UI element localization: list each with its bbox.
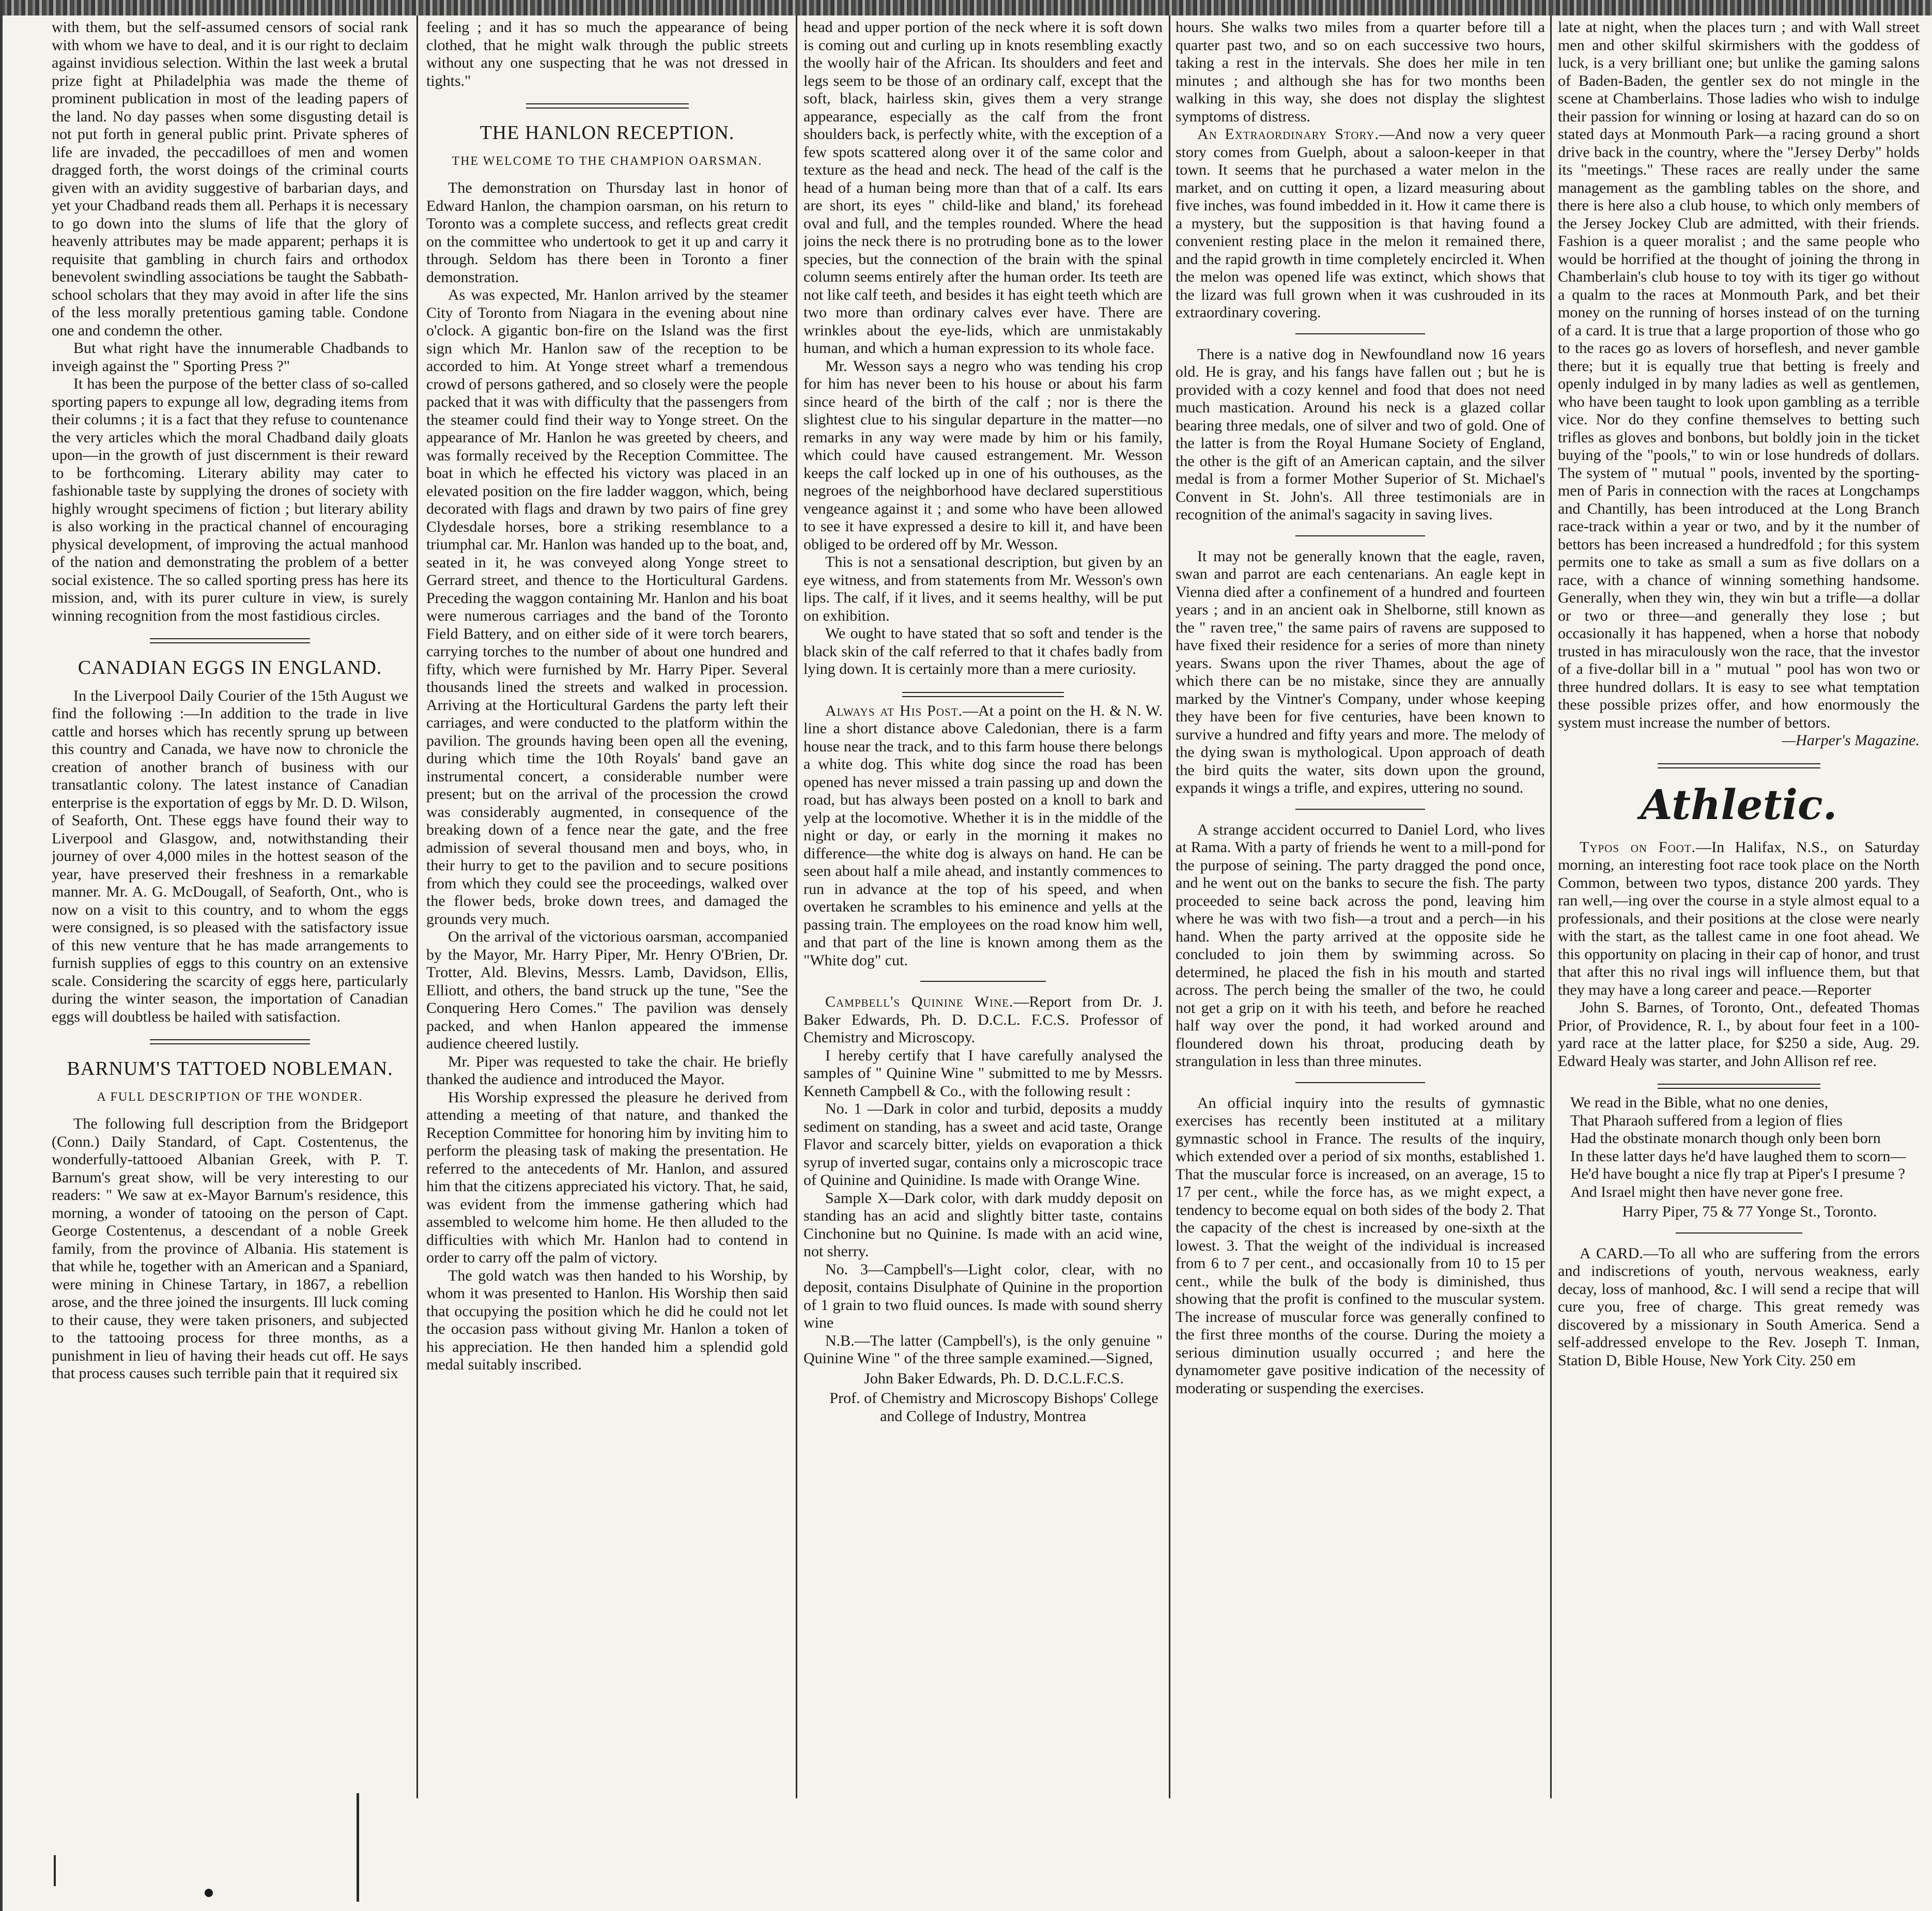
paragraph: His Worship expressed the pleasure he derived from attending a meeting of that nature, and thanked the Reception Committee for honoring him by inviting him to perform the pleasing task of making the presentation. He referred to the antecedents of Mr. Hanlon, and assured him that the citizens appreciated his victory. That, he said, was evident from the immense gathering which had assembled to welcome him home. He then alluded to the difficulties with which Mr. Hanlon had to contend in order to carry off the palm of victory.: [426, 1088, 788, 1266]
column-1: [52, 19, 408, 1765]
source-credit: —Harper's Magazine.: [1782, 732, 1920, 749]
section-divider: [920, 981, 1046, 982]
paragraph: No. 1 —Dark in color and turbid, deposits a muddy sediment on standing, has a sweet and acid taste, Orange Flavor and scarcely bitter, yields on evaporation a thick syrup of inverted sugar, contains only a microscopic trace of Quinine and Quinidine. Is made with Orange Wine.: [803, 1100, 1163, 1189]
section-divider: [1658, 1084, 1820, 1089]
section-heading-athletic: Athletic.: [1640, 780, 1837, 829]
column-rule: [796, 16, 797, 1798]
paragraph: Sample X—Dark color, with dark muddy deposit on standing has an acid and slightly bitter taste, contains Cinchonine but no Quinine. Is made with an acid wine, not sherry.: [803, 1189, 1163, 1260]
paragraph: with them, but the self-assumed censors of social rank with whom we have to deal, and it is our right to declaim against invidious selection. Within the last week a brutal prize fight at Philadelphia was made the theme of prominent publication in most of the leading papers of the land. No day passes when some disgusting detail is not put forth in general public print. Private spheres of life are invaded, the peccadilloes of men and women dragged forth, the worst doings of the criminal courts given with an avidity suggestive of barbarian days, and yet your Chadband reads them all. Perhaps it is necessary to go down into the slums of life that the glory of heavenly attributes may be made apparent; perhaps it is requisite that gambling in church fairs and orthodox benevolent swindling associations be taught the Sabbath-school scholars that they may avoid in after life the sins of the less morally pretentious gaming table. Condone one and condemn the other.: [52, 19, 408, 339]
scan-artifact: [357, 1793, 359, 1902]
paragraph: [1558, 839, 1920, 999]
poem-line: And Israel might then have never gone free.: [1570, 1183, 1844, 1200]
poem-line: We read in the Bible, what no one denies,: [1570, 1094, 1829, 1111]
column-4: [1176, 19, 1545, 1765]
torn-top-edge: [0, 0, 1932, 16]
section-divider: [902, 692, 1064, 697]
scan-artifact: [54, 1855, 56, 1886]
paragraph: As was expected, Mr. Hanlon arrived by the steamer City of Toronto from Niagara in the evening about nine o'clock. A gigantic bon-fire on the Island was the first sign which Mr. Hanlon saw of the reception to be accorded to him. At Yonge street wharf a tremendous crowd of persons gathered, and so closely were the people packed that it was with difficulty that the passengers from the steamer could find their way to Yonge street. On the appearance of Mr. Hanlon he was greeted by cheers, and was formally received by the Reception Committee. The boat in which he effected his victory was placed in an elevated position on the fire ladder waggon, which, being decorated with flags and drawn by two pairs of fine grey Clydesdale horses, bore a striking resemblance to a triumphal car. Mr. Hanlon was handed up to the boat, and, seated in it, he was conveyed along Yonge street to Gerrard street, and thence to the Horticultural Gardens. Preceding the waggon containing Mr. Hanlon and his boat were numerous carriages and the band of the Toronto Field Battery, and on either side of it were torch bearers, carrying torches to the number of about one hundred and fifty, which were furnished by Mr. Harry Piper. Several thousands lined the streets and walked in procession. Arriving at the Horticultural Gardens the party left their carriages, and were conducted to the platform within the pavilion. The grounds having been open all the evening, during which time the 10th Royals' band gave an instrumental concert, a considerable number were present; but on the arrival of the procession the crowd was considerably augmented, in consequence of the breaking down of a fence near the gate, and the free admission of several thousand men and boys, who, in their hurry to get to the pavilion and to secure positions from which they could see the proceedings, walked over the flower beds, broke down trees, and damaged the grounds very much.: [426, 286, 788, 928]
section-divider: [1676, 1232, 1802, 1234]
advertiser-line: Harry Piper, 75 & 77 Yonge St., Toronto.: [1622, 1203, 1877, 1220]
paragraph: head and upper portion of the neck where it is soft down is coming out and curling up in knots resembling exactly the woolly hair of the African. Its shoulders and feet and legs seem to be those of an ordinary calf, except that the soft, black, hairless skin, gives them a very strange appearance, especially as the calf from the front shoulders back, is perfectly white, with the exception of a few spots scattered along over it of the same color and texture as the head and neck. The head of the calf is the head of a human being more than that of a calf. Its ears are short, its eyes " child-like and bland,' its forehead oval and full, and the temples rounded. Where the head joins the neck there is no protruding bone as to the lower species, but the connection of the brain with the spinal column seems entirely after the human order. Its teeth are not like calf teeth, and besides it has eight teeth which are two more than ordinary calves ever have. There are wrinkles about the eye-lids, which are unmistakably human, and which a human expression to its whole face.: [803, 19, 1163, 357]
scan-artifact: [205, 1889, 213, 1897]
column-2: [426, 19, 788, 1765]
section-divider: [1295, 333, 1425, 334]
run-in-head: Always at His Post.: [825, 702, 963, 719]
paragraph-body: —Report from Dr. J. Baker Edwards, Ph. D. D.C.L. F.C.S. Professor of Chemistry and Microscopy.: [803, 993, 1163, 1046]
paragraph: hours. She walks two miles from a quarter before till a quarter past two, and so on each successive two hours, taking a rest in the intervals. She does her mile in ten minutes ; and although she has for two months been walking in this way, she does not display the slightest symptoms of distress.: [1176, 19, 1545, 125]
paragraph: [1176, 126, 1545, 322]
signature-line: Prof. of Chemistry and Microscopy Bishops' College and College of Industry, Montrea: [829, 1390, 1158, 1425]
paragraph: There is a native dog in Newfoundland now 16 years old. He is gray, and his fangs have fallen out ; but he is provided with a cozy kennel and food that does not need much mastication. Around his neck is a glazed collar bearing three medals, one of silver and two of gold. One of the latter is from the Royal Humane Society of England, the other is the gift of an American captain, and the silver medal is from a former Mother Superior of St. Michael's Convent in St. John's. All three testimonials are in recognition of the animal's sagacity in saving lives.: [1176, 345, 1545, 523]
paragraph: In the Liverpool Daily Courier of the 15th August we find the following :—In addition to the trade in live cattle and horses which has recently sprung up between this country and Canada, we have now to chronicle the creation of another branch of business with our transatlantic colony. The latest instance of Canadian enterprise is the exportation of eggs by Mr. D. D. Wilson, of Seaforth, Ont. These eggs have found their way to Liverpool and Glasgow, and, notwithstanding their journey of over 4,000 miles in the hottest season of the year, have preserved their freshness in a remarkable manner. Mr. A. G. McDougall, of Seaforth, Ont., who is now on a visit to this country, and to whom the eggs were consigned, is so pleased with the satisfactory issue of this new venture that he has made arrangements to furnish supplies of eggs to this country on an extensive scale. Considering the scarcity of eggs here, particularly during the winter season, the importation of Canadian eggs will doubtless be hailed with satisfaction.: [52, 687, 408, 1025]
paragraph: John S. Barnes, of Toronto, Ont., defeated Thomas Prior, of Providence, R. I., by about four feet in a 100-yard race at the latter place, for $250 a side, Aug. 29. Edward Healy was starter, and John Allison ref ree.: [1558, 999, 1920, 1070]
column-rule: [1550, 16, 1552, 1798]
paragraph: An official inquiry into the results of gymnastic exercises has recently been instituted at a military gymnastic school in France. The results of the inquiry, which extended over a period of six months, established 1. That the muscular force is increased, on an average, 15 to 17 per cent., while the force has, as we might expect, a tendency to become equal on both sides of the body 2. That the capacity of the chest is increased by one-sixth at the lowest. 3. That the weight of the individual is increased from 6 to 7 per cent., and occasionally from 10 to 15 per cent., while the bulk of the body is diminished, thus showing that the profit is confined to the muscular system. The increase of muscular force was generally confined to the first three months of the course. During the moiety a serious diminution usually occurred ; and here the dynamometer gave positive indication of the necessity of moderating or suspending the exercises.: [1176, 1094, 1545, 1397]
section-divider: [150, 1039, 311, 1044]
paragraph: [803, 702, 1163, 970]
page-left-edge: [0, 0, 3, 1911]
column-rule: [1169, 16, 1170, 1798]
section-divider: [1295, 535, 1425, 536]
paragraph: The following full description from the Bridgeport (Conn.) Daily Standard, of Capt. Costentenus, the wonderfully-tattooed Albanian Greek, with P. T. Barnum's great show, will be very interesting to our readers: " We saw at ex-Mayor Barnum's residence, this morning, a wonder of tatooing on the person of Capt. George Costentenus, a descendant of a noble Greek family, from the province of Albania. His statement is that while he, together with an American and a Spaniard, were mining in Chinese Tartary, in 1867, a rebellion arose, and the three joined the insurgents. Ill luck coming to their cause, they were taken prisoners, and subjected to the tattooing process for three months, as a punishment in lieu of having their heads cut off. He says that process causes such terrible pain that it required six: [52, 1115, 408, 1382]
paragraph: late at night, when the places turn ; and with Wall street men and other skilful skirmishers with the goddess of luck, is a very brilliant one; but unlike the gaming salons of Baden-Baden, the gentler sex do not mingle in the scene at Chamberlains. Those ladies who wish to indulge their passion for winning or losing at hazard can do so on stated days at Monmouth Park—a racing ground a short drive back in the country, where the "Jersey Derby" holds its "meetings." These races are really under the same management as the gambling tables on the shore, and there is here also a club house, to which only members of the Jersey Jockey Club are admitted, with their friends. Fashion is a queer moralist ; and the same people who would be horrified at the thought of joining the throng in Chamberlain's club house to toy with its tiger go without a qualm to the races at Monmouth Park, and bet their money on the running of horses instead of on the turning of a card. It is true that a large proportion of those who go to the races go as lovers of horseflesh, and never gamble there; but it is equally true that betting is freely and openly indulged in by many ladies as well as gentlemen, who have been taught to look upon gambling as a terrible vice. Nor do they confine themselves to betting such trifles as gloves and bonbons, but boldly join in the ticket buying of the "pools," to win or lose hundreds of dollars. The system of " mutual " pools, invented by the sporting-men of Paris in connection with the races at Longchamps and Chantilly, has been introduced at the Long Branch race-track within a year or two, and by it the number of bettors has been increased a hundredfold ; for this system permits one to take as small a sum as five dollars on a race, with a chance of winning something handsome. Generally, when they win, they win but a trifle—a dollar or two or three—and generally they lose ; but occasionally it has happened, when a horse that nobody trusted in has miraculously won the race, that the investor of a five-dollar bill in a " mutual " pool has won two or three hundred dollars. It is easy to see what temptation these possible prizes offer, and how enormously the system must increase the number of bettors.: [1558, 19, 1920, 731]
signature-line: John Baker Edwards, Ph. D. D.C.L.F.C.S.: [864, 1369, 1124, 1387]
paragraph: N.B.—The latter (Campbell's), is the only genuine " Quinine Wine " of the three sample examined.—Signed,: [803, 1332, 1163, 1367]
poem-line: In these latter days he'd have laughed them to scorn—: [1570, 1147, 1906, 1165]
paragraph: A strange accident occurred to Daniel Lord, who lives at Rama. With a party of friends he went to a mill-pond for the purpose of seining. The party dragged the pond once, and he went out on the banks to secure the fish. The party proceeded to seine back across the pond, leaving him where he was with two fish—a trout and a perch—in his hand. When the party arrived at the opposite side he concluded to join them by swimming across. So determined, he placed the fish in his mouth and started across. The perch being the smaller of the two, he could not get a grip on it with his teeth, and before he reached half way over the pond, it had worked around and floundered down his throat, producing death by strangulation in less than three minutes.: [1176, 821, 1545, 1070]
paragraph-body: —To all who are suffering from the errors and indiscretions of youth, nervous weakness, early decay, loss of manhood, &c. I will send a recipe that will cure you, free of charge. This great remedy was discovered by a missionary in South America. Send a self-addressed envelope to the Rev. Joseph T. Inman, Station D, Bible House, New York City.: [1558, 1244, 1920, 1369]
paragraph: It has been the purpose of the better class of so-called sporting papers to expunge all low, degrading items from their columns ; it is a fact that they refuse to countenance the very articles which the moral Chadband daily gloats upon—in the growth of just discernment is their reward to be forthcoming. Literary ability may cater to fashionable taste by supplying the drones of society with highly wrought specimens of fiction ; but literary ability is also working in the practical channel of encouraging physical development, of improving the actual manhood of the nation and demonstrating the problem of a better social existence. The so called sporting press has here its mission, and, with its purer culture in view, is surely winning recognition from the most fastidious circles.: [52, 375, 408, 624]
paragraph: On the arrival of the victorious oarsman, accompanied by the Mayor, Mr. Harry Piper, Mr. Henry O'Brien, Dr. Trotter, Ald. Blevins, Messrs. Lamb, Davidson, Ellis, Elliott, and others, the band struck up the tune, "See the Conquering Hero Comes." The pavilion was densely packed, and when Hanlon appeared the immense audience cheered lustily.: [426, 928, 788, 1052]
run-in-head: A CARD.: [1580, 1244, 1643, 1262]
article-headline: THE HANLON RECEPTION.: [480, 122, 735, 144]
column-5: [1558, 19, 1920, 1765]
section-divider: [1295, 809, 1425, 810]
section-divider: [1295, 1082, 1425, 1083]
paragraph: The gold watch was then handed to his Worship, by whom it was presented to Hanlon. His Worship then said that occupying the position which he did he could not let the occasion pass without giving Mr. Hanlon a token of his appreciation. He then handed him a splendid gold medal suitably inscribed.: [426, 1267, 788, 1373]
section-divider: [1658, 763, 1820, 768]
paragraph: It may not be generally known that the eagle, raven, swan and parrot are each centenarians. An eagle kept in Vienna died after a confinement of a hundred and fourteen years ; and in an ancient oak in Shelborne, still known as the " raven tree," the same pairs of ravens are supposed to have fixed their residence for a series of more than ninety years. Swans upon the river Thames, about the age of which there can be no mistake, since they are annually marked by the Vintner's Company, under whose keeping they have been for five centuries, have been known to survive a hundred and fifty years and more. The melody of the dying swan is mythological. Upon approach of death the bird quits the water, sits down upon the ground, expands it wings a trifle, and expires, uttering no sound.: [1176, 547, 1545, 796]
column-3: [803, 19, 1163, 1765]
paragraph: Mr. Piper was requested to take the chair. He briefly thanked the audience and introduced the Mayor.: [426, 1053, 788, 1088]
paragraph: The demonstration on Thursday last in honor of Edward Hanlon, the champion oarsman, on his return to Toronto was a complete success, and reflects great credit on the committee who undertook to get it up and carry it through. Seldom has there been in Toronto a finer demonstration.: [426, 179, 788, 286]
paragraph-body: —In Halifax, N.S., on Saturday morning, an interesting foot race took place on the North Common, between two typos, distance 200 yards. They ran well,—ing over the course in a style almost equal to a professionals, and their positions at the close were nearly with the start, as the tallest came in one foot ahead. We this opportunity on placing in their cap of honor, and trust that after this no rival ings will influence them, but that they may have a long career and peace.—Reporter: [1558, 838, 1920, 998]
paragraph: [803, 993, 1163, 1047]
section-divider: [150, 638, 311, 643]
paragraph: We ought to have stated that so soft and tender is the black skin of the calf referred to that it chafes badly from lying down. It is certainly more than a mere curiosity.: [803, 625, 1163, 677]
article-subheadline: THE WELCOME TO THE CHAMPION OARSMAN.: [452, 154, 763, 168]
run-in-head: Campbell's Quinine Wine.: [825, 993, 1014, 1010]
paragraph: feeling ; and it has so much the appearance of being clothed, that he might walk through the public streets without any one suspecting that he was not dressed in tights.": [426, 19, 788, 89]
paragraph: Mr. Wesson says a negro who was tending his crop for him has never been to his house or about his farm since heard of the birth of the calf ; nor is there the slightest clue to his singular departure in the matter—no remarks in any way were made by him or his family, which could have caused estrangement. Mr. Wesson keeps the calf locked up in one of his outhouses, as the negroes of the neighborhood have declared superstitious vengeance against it ; and some who have been allowed to see it have expressed a desire to kill it, and have been obliged to be ordered off by Mr. Wesson.: [803, 357, 1163, 553]
run-in-head: An Extraordinary Story.: [1197, 126, 1380, 143]
poem-line: Had the obstinate monarch though only been born: [1570, 1130, 1881, 1147]
paragraph: [1558, 1245, 1920, 1370]
paragraph: But what right have the innumerable Chadbands to inveigh against the " Sporting Press ?": [52, 340, 408, 375]
ad-code: 250 em: [1810, 1351, 1856, 1369]
paragraph: I hereby certify that I have carefully analysed the samples of " Quinine Wine " submitted to me by Messrs. Kenneth Campbell & Co., with the following result :: [803, 1046, 1163, 1100]
paragraph-body: —And now a very queer story comes from Guelph, about a saloon-keeper in that town. It seems that he purchased a water melon in the market, and on cutting it open, a lizard measuring about five inches, was found imbedded in it. How it came there is a mystery, but the supposition is that having found a convenient resting place in the melon it remained there, and the rapid growth in time completely encircled it. When the melon was opened life was extinct, which shows that the lizard was full grown when it was cushrouded in its extraordinary covering.: [1176, 126, 1545, 321]
article-headline: CANADIAN EGGS IN ENGLAND.: [78, 657, 382, 679]
paragraph: This is not a sensational description, but given by an eye witness, and from statements from Mr. Wesson's own lips. The calf, if it lives, and it seems healthy, will be put on exhibition.: [803, 553, 1163, 624]
paragraph-body: —At a point on the H. & N. W. line a short distance above Caledonian, there is a farm house near the track, and to this farm house there belongs a white dog. This white dog since the road has been opened has never missed a train passing up and down the road, but has always been posted on a knoll to bark and yelp at the locomotive. Whether it is in the middle of the night or day, or early in the morning it makes no difference—the white dog is always on hand. He can be seen about half a mile ahead, and instantly commences to run in advance at the top of his speed, and when overtaken he scrambles to his eminence and yells at the passing train. The employees on the road know him well, and that part of the line is known among them as the "White dog" cut.: [803, 702, 1163, 969]
section-divider: [526, 103, 689, 109]
paragraph: No. 3—Campbell's—Light color, clear, with no deposit, contains Disulphate of Quinine in the proportion of 1 grain to two fluid ounces. Is made with sound sherry wine: [803, 1260, 1163, 1331]
column-rule: [416, 16, 418, 1798]
run-in-head: Typos on Foot.: [1580, 838, 1696, 856]
article-subheadline: A FULL DESCRIPTION OF THE WONDER.: [97, 1090, 363, 1104]
article-headline: BARNUM'S TATTOED NOBLEMAN.: [67, 1058, 393, 1080]
poem-line: He'd have bought a nice fly trap at Piper's I presume ?: [1570, 1165, 1906, 1182]
poem-line: That Pharaoh suffered from a legion of flies: [1570, 1112, 1843, 1129]
